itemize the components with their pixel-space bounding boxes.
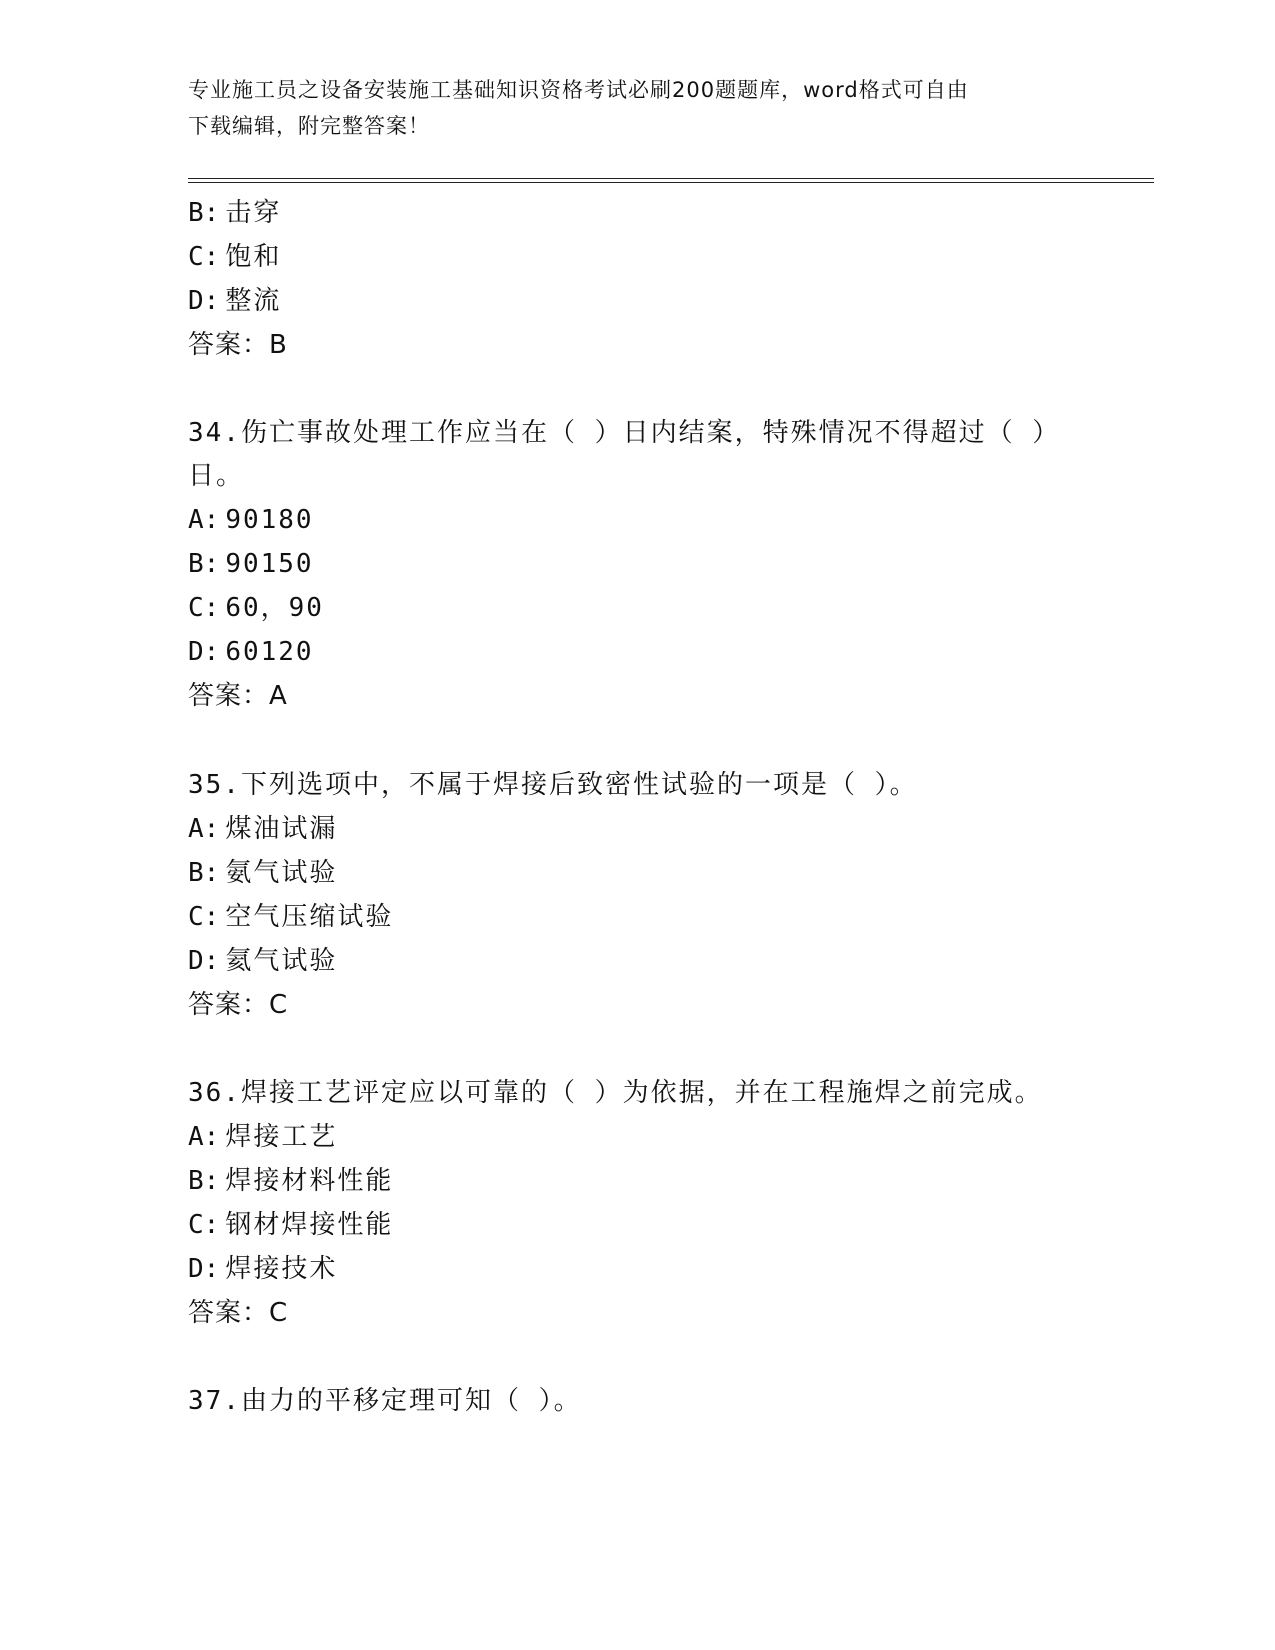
option-text: 空气压缩试验 xyxy=(225,902,394,932)
option-label: C: xyxy=(188,242,220,272)
document-header xyxy=(188,72,1088,144)
q35-answer: 答案：C xyxy=(188,990,289,1020)
q34-stem-line-2: 日。 xyxy=(188,461,245,491)
q34-stem-line-1: 34.伤亡事故处理工作应当在（ ）日内结案，特殊情况不得超过（ ） xyxy=(188,418,1061,448)
option-label: B: xyxy=(188,1166,220,1196)
q35-option-a xyxy=(188,812,337,846)
q37-stem: 37.由力的平移定理可知（ ）。 xyxy=(188,1386,582,1416)
q34-option-b xyxy=(188,547,314,581)
q34-answer: 答案：A xyxy=(188,681,288,711)
option-text: 钢材焊接性能 xyxy=(225,1210,394,1240)
option-text: 60，90 xyxy=(225,593,324,623)
q35-option-c xyxy=(188,900,393,934)
option-text: 焊接材料性能 xyxy=(225,1166,394,1196)
q34-option-d xyxy=(188,635,314,669)
q35-option-b xyxy=(188,856,337,890)
option-label: D: xyxy=(188,946,220,976)
option-label: A: xyxy=(188,1122,220,1152)
option-label: D: xyxy=(188,637,220,667)
option-label: D: xyxy=(188,286,220,316)
option-label: B: xyxy=(188,198,220,228)
option-text: 煤油试漏 xyxy=(225,814,338,844)
q36-option-c xyxy=(188,1208,393,1242)
option-text: 氨气试验 xyxy=(225,858,338,888)
q36-answer: 答案：C xyxy=(188,1298,289,1328)
q36-option-b xyxy=(188,1164,393,1198)
q36-option-a xyxy=(188,1120,337,1154)
option-label: D: xyxy=(188,1254,220,1284)
option-text: 氦气试验 xyxy=(225,946,338,976)
option-label: C: xyxy=(188,593,220,623)
option-text: 90150 xyxy=(225,549,314,579)
q35-option-d xyxy=(188,944,337,978)
q36-option-d xyxy=(188,1252,337,1286)
option-label: B: xyxy=(188,549,220,579)
q33-option-d xyxy=(188,284,281,318)
option-text: 焊接技术 xyxy=(225,1254,338,1284)
q34-option-a xyxy=(188,503,314,537)
option-text: 焊接工艺 xyxy=(225,1122,338,1152)
option-text: 90180 xyxy=(225,505,314,535)
option-label: B: xyxy=(188,858,220,888)
header-divider-top xyxy=(188,178,1154,179)
q33-option-c xyxy=(188,240,281,274)
q36-stem: 36.焊接工艺评定应以可靠的（ ）为依据，并在工程施焊之前完成。 xyxy=(188,1078,1043,1108)
q35-stem: 35.下列选项中，不属于焊接后致密性试验的一项是（ ）。 xyxy=(188,770,918,800)
option-label: A: xyxy=(188,814,220,844)
header-line-2: 下载编辑，附完整答案！ xyxy=(188,114,430,138)
option-label: C: xyxy=(188,902,220,932)
option-label: C: xyxy=(188,1210,220,1240)
option-label: A: xyxy=(188,505,220,535)
q33-answer: 答案：B xyxy=(188,330,288,360)
option-text: 饱和 xyxy=(225,242,282,272)
option-text: 60120 xyxy=(225,637,314,667)
q33-option-b xyxy=(188,196,281,230)
q34-option-c xyxy=(188,591,324,625)
header-line-1: 专业施工员之设备安装施工基础知识资格考试必刷200题题库，word格式可自由 xyxy=(188,78,969,102)
option-text: 击穿 xyxy=(225,198,282,228)
header-divider-bottom xyxy=(188,182,1154,183)
option-text: 整流 xyxy=(225,286,282,316)
